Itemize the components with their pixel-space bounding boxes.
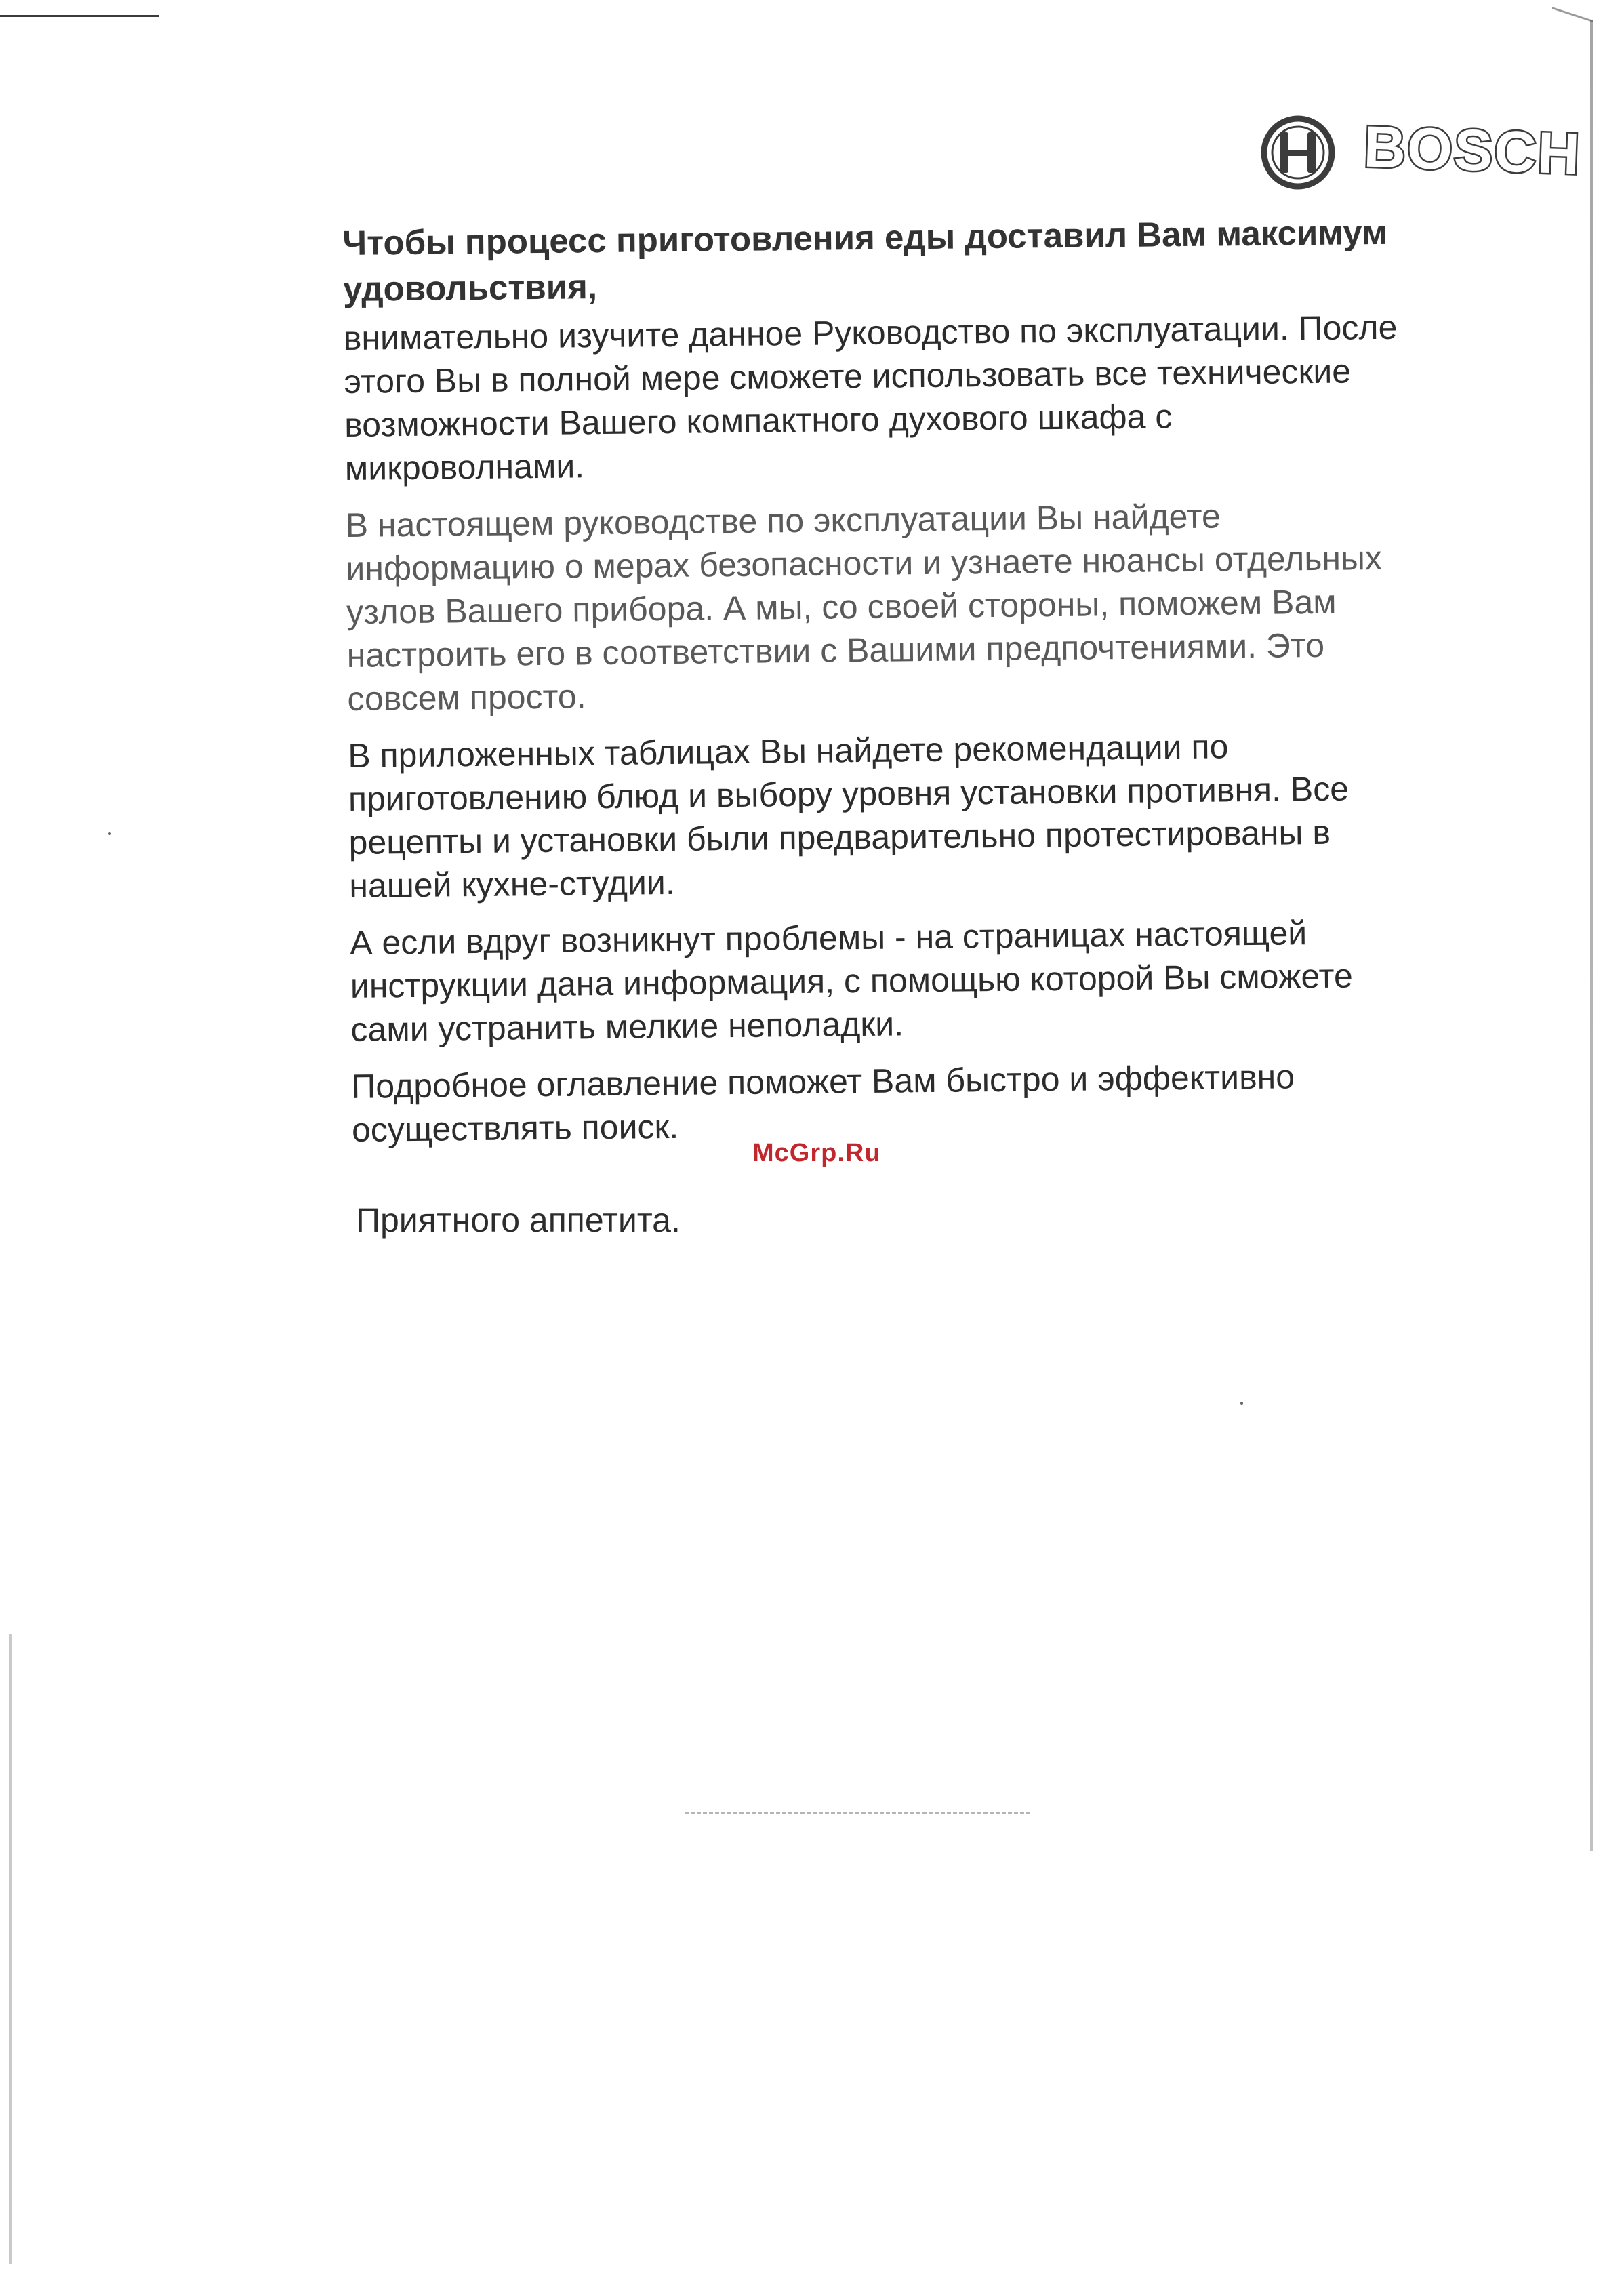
page-heading: Чтобы процесс приготовления еды доставил Вам максимум удовольствия,: [342, 212, 1388, 308]
bosch-logo: [1257, 112, 1583, 193]
scan-dash-line: [685, 1812, 1030, 1814]
intro-text-block: [342, 209, 1410, 1165]
closing-line: Приятного аппетита.: [356, 1201, 681, 1239]
scan-corner-fold: [1552, 7, 1593, 56]
paragraph-study-manual: внимательно изучите данное Руководство по эксплуатации. После этого Вы в полной мере сможете использовать все технические возможности Вашего компактного духового шкафа с микроволнами.: [343, 308, 1398, 487]
paragraph-cooking-tables: В приложенных таблицах Вы найдете рекомендации по приготовлению блюд и выбору уровня установки противня. Все рецепты и установки были предварительно протестированы в нашей кухне-студии.: [347, 727, 1349, 905]
site-watermark: McGrp.Ru: [752, 1139, 881, 1167]
paragraph-safety-info: В настоящем руководстве по эксплуатации Вы найдете информацию о мерах безопасности и узнаете нюансы отдельных узлов Вашего прибора. А мы, со своей стороны, поможем Вам настроить его в соответствии с Вашими предпочтениями. Это совсем просто.: [345, 497, 1383, 718]
bosch-armature-icon: [1257, 112, 1339, 193]
scan-edge-line: [0, 15, 159, 17]
paragraph-table-of-contents: Подробное оглавление поможет Вам быстро и эффективно осуществлять поиск.: [351, 1057, 1295, 1149]
bosch-wordmark: BOSCH: [1362, 114, 1583, 187]
scan-speck: [1240, 1402, 1243, 1405]
scan-right-edge: [1590, 20, 1593, 1851]
scan-speck: [108, 832, 111, 835]
paragraph-troubleshooting: А если вдруг возникнут проблемы - на страницах настоящей инструкции дана информация, с помощью которой Вы сможете сами устранить мелкие неполадки.: [349, 914, 1354, 1049]
scan-left-edge: [9, 1634, 12, 2264]
